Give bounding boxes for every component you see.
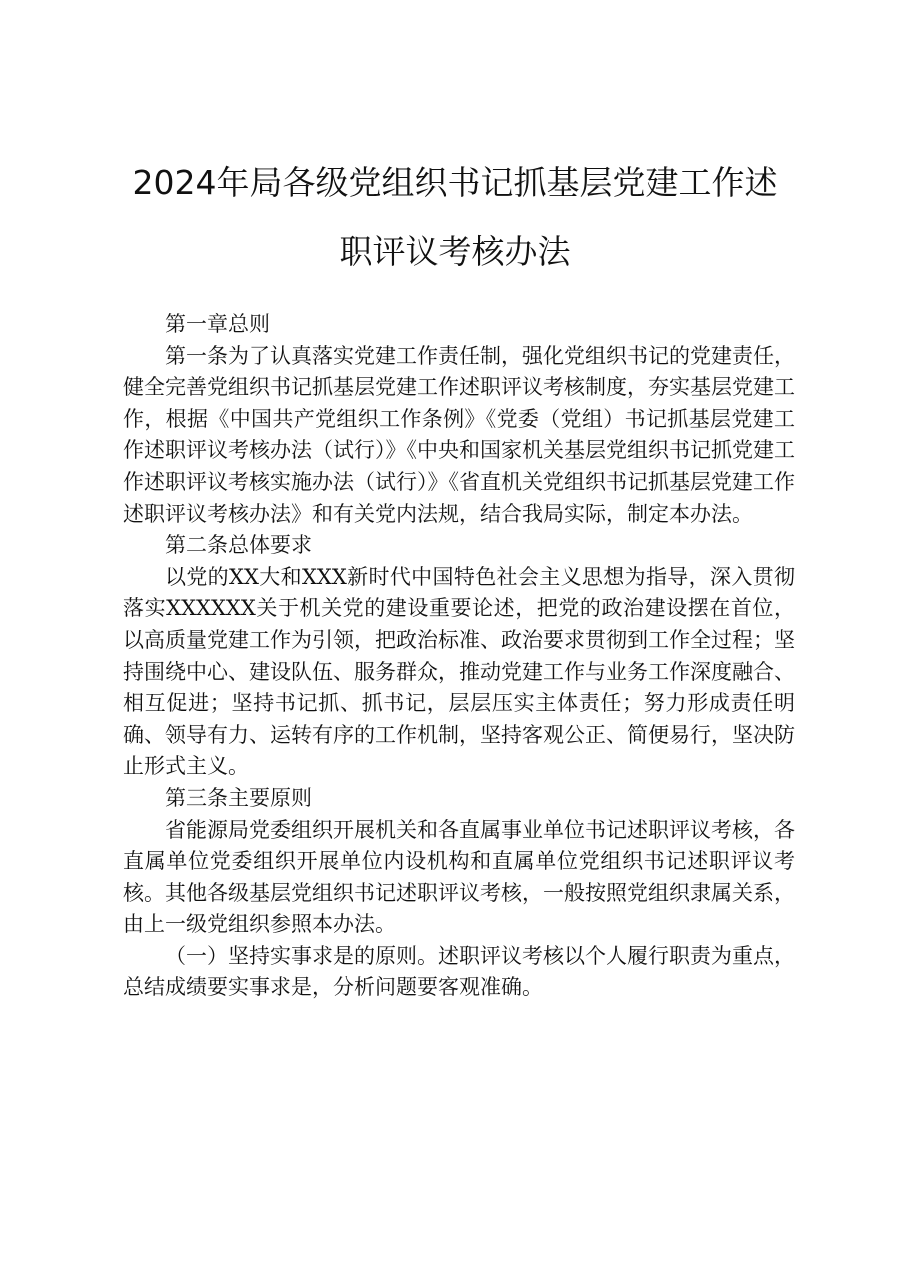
article-heading: 第二条总体要求 <box>165 533 312 558</box>
article-paragraph: 以党的XX大和XXX新时代中国特色社会主义思想为指导，深入贯彻落实XXXXXX关于机关党的建设重要论述，把党的政治建设摆在首位，以高质量党建工作为引领，把政治标准、政治要求贯彻到工作全过程；坚持围绕中心、建设队伍、服务群众，推动党建工作与业务工作深度融合、相互促进；坚持书记抓、抓书记，层层压实主体责任；努力形成责任明确、领导有力、运转有序的工作机制，坚持客观公正、简便易行，坚决防止形式主义。 <box>123 564 795 779</box>
article-paragraph: 省能源局党委组织开展机关和各直属事业单位书记述职评议考核，各直属单位党委组织开展单位内设机构和直属单位党组织书记述职评议考核。其他各级基层党组织书记述职评议考核，一般按照党组织隶属关系，由上一级党组织参照本办法。 <box>123 817 795 937</box>
document-body <box>123 309 795 1004</box>
article-heading: 第三条主要原则 <box>165 785 312 810</box>
article-paragraph: （一）坚持实事求是的原则。述职评议考核以个人履行职责为重点，总结成绩要实事求是，分析问题要客观准确。 <box>123 943 795 1000</box>
chapter-heading: 第一章总则 <box>165 312 270 336</box>
document-title-line-2: 职评议考核办法 <box>339 232 571 271</box>
document-title-line-1: 2024年局各级党组织书记抓基层党建工作述 <box>132 163 778 202</box>
article-paragraph: 第一条为了认真落实党建工作责任制，强化党组织书记的党建责任，健全完善党组织书记抓基层党建工作述职评议考核制度，夯实基层党建工作，根据《中国共产党组织工作条例》《党委（党组）书记抓基层党建工作述职评议考核办法（试行）》《中央和国家机关基层党组织书记抓党建工作述职评议考核实施办法（试行）》《省直机关党组织书记抓基层党建工作述职评议考核办法》和有关党内法规，结合我局实际，制定本办法。 <box>123 343 795 526</box>
